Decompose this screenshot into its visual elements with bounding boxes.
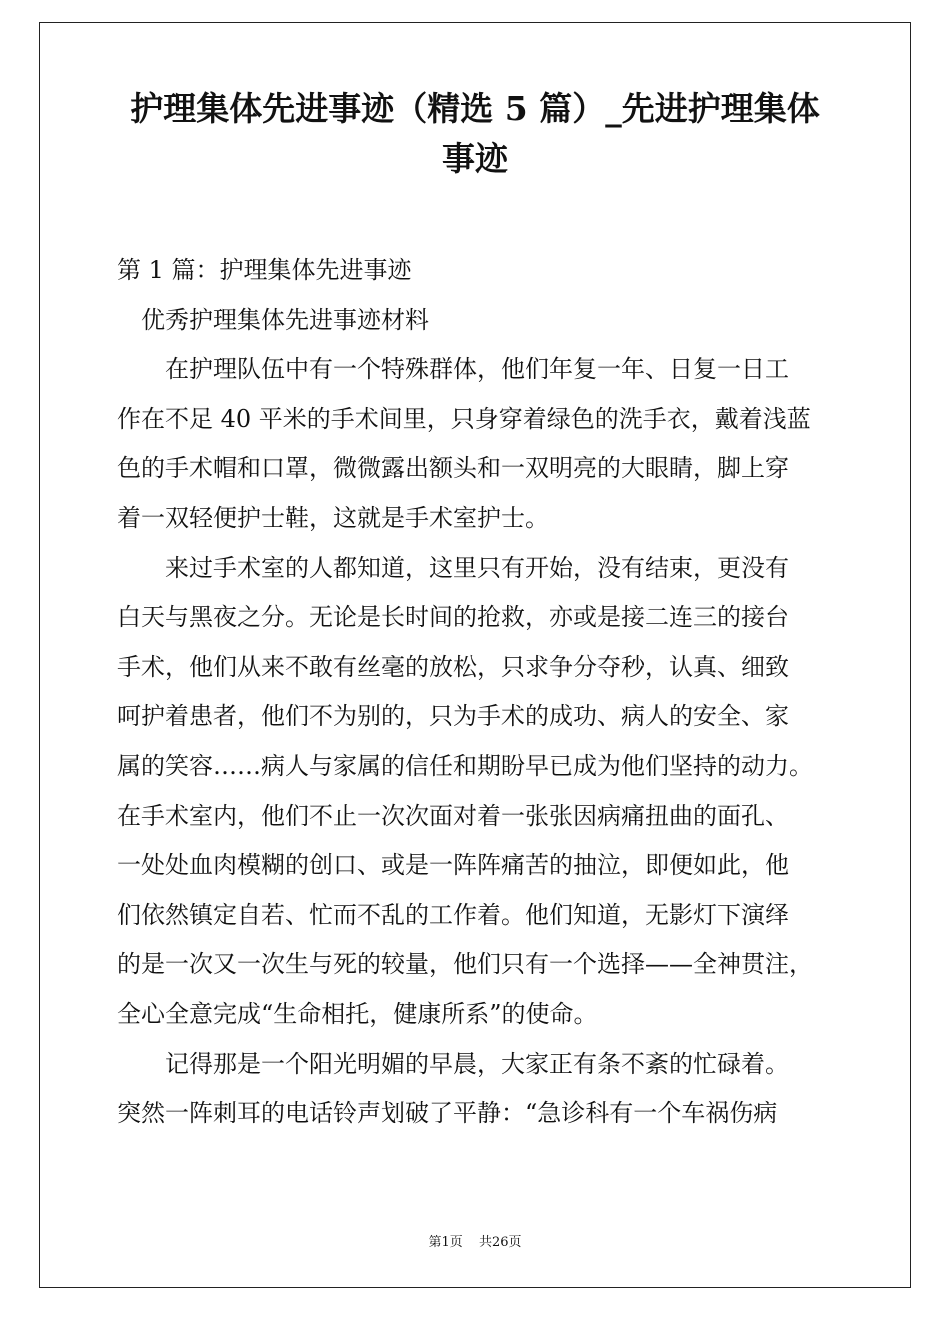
text-line: 的是一次又一次生与死的较量，他们只有一个选择——全神贯注， bbox=[117, 950, 813, 979]
title-line-1: 护理集体先进事迹（精选 5 篇）_先进护理集体 bbox=[130, 89, 820, 128]
text-line: 属的笑容……病人与家属的信任和期盼早已成为他们坚持的动力。 bbox=[117, 751, 813, 780]
text-line: 全心全意完成“生命相托，健康所系”的使命。 bbox=[117, 999, 598, 1028]
text-line: 优秀护理集体先进事迹材料 bbox=[141, 305, 429, 334]
text-line: 着一双轻便护士鞋，这就是手术室护士。 bbox=[117, 503, 549, 532]
document-title bbox=[60, 84, 890, 184]
text-line: 们依然镇定自若、忙而不乱的工作着。他们知道，无影灯下演绎 bbox=[117, 900, 789, 929]
page-total: 共26页 bbox=[478, 1235, 522, 1250]
text-line: 突然一阵刺耳的电话铃声划破了平静：“急诊科有一个车祸伤病 bbox=[117, 1099, 778, 1128]
text-line: 色的手术帽和口罩，微微露出额头和一双明亮的大眼睛，脚上穿 bbox=[117, 454, 789, 483]
text-line: 一处处血肉模糊的创口、或是一阵阵痛苦的抽泣，即便如此，他 bbox=[117, 851, 789, 880]
text-line: 来过手术室的人都知道，这里只有开始，没有结束，更没有 bbox=[165, 553, 789, 582]
document-body bbox=[117, 246, 837, 1139]
text-line: 手术，他们从来不敢有丝毫的放松，只求争分夺秒，认真、细致 bbox=[117, 652, 789, 681]
text-line: 白天与黑夜之分。无论是长时间的抢救，亦或是接二连三的接台 bbox=[117, 603, 789, 632]
text-line: 在手术室内，他们不止一次次面对着一张张因病痛扭曲的面孔、 bbox=[117, 801, 789, 830]
text-line: 在护理队伍中有一个特殊群体，他们年复一年、日复一日工 bbox=[165, 355, 789, 384]
page-footer bbox=[0, 1234, 950, 1252]
text-line: 记得那是一个阳光明媚的早晨，大家正有条不紊的忙碌着。 bbox=[165, 1049, 789, 1078]
text-line: 呵护着患者，他们不为别的，只为手术的成功、病人的安全、家 bbox=[117, 702, 789, 731]
page-number: 第1页 bbox=[428, 1235, 463, 1250]
text-line: 作在不足 40 平米的手术间里，只身穿着绿色的洗手衣，戴着浅蓝 bbox=[117, 404, 811, 433]
text-line: 第 1 篇：护理集体先进事迹 bbox=[117, 256, 412, 284]
title-line-2: 事迹 bbox=[442, 139, 508, 178]
